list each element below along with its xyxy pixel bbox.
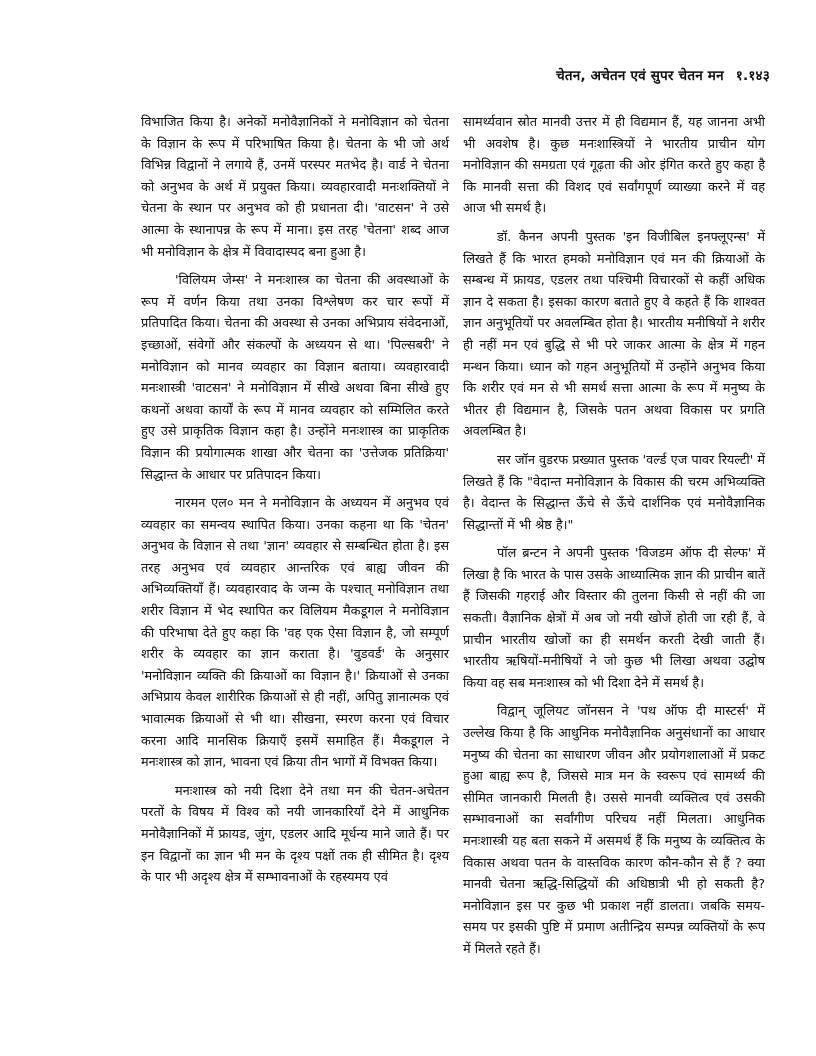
- paragraph: डॉ. कैनन अपनी पुस्तक 'इन विजीबिल इनफ्लूएन्स' में लिखते हैं कि भारत हमको मनोविज्ञान एवं मन की क्रियाओं के सम्बन्ध में फ्रायड, एडलर तथा पश्चिमी विचारकों से कहीं अधिक ज्ञान दे सकता है। इसका कारण बताते हुए वे कहते हैं कि शाश्वत ज्ञान अनुभूतियों पर अवलम्बित होता है। भारतीय मनीषियों ने शरीर ही नहीं मन एवं बुद्धि से भी परे जाकर आत्मा के क्षेत्र में गहन मन्थन किया। ध्यान को गहन अनुभूतियों में उन्होंने अनुभव किया कि शरीर एवं मन से भी समर्थ सत्ता आत्मा के रूप में मनुष्य के भीतर ही विद्यमान है, जिसके पतन अथवा विकास पर प्रगति अवलम्बित है।: [463, 229, 765, 440]
- paragraph: सामर्थ्यवान स्रोत मानवी उत्तर में ही विद्यमान हैं, यह जानना अभी भी अवशेष है। कुछ मनःशास्त्रियों ने भारतीय प्राचीन योग मनोविज्ञान की समग्रता एवं गूढ़ता की ओर इंगित करते हुए कहा है कि मानवी सत्ता की विशद एवं सर्वांगपूर्ण व्याख्या करने में वह आज भी समर्थ है।: [463, 115, 765, 217]
- right-column: [463, 112, 765, 968]
- paragraph: सर जॉन वुडरफ प्रख्यात पुस्तक 'वर्ल्ड एज पावर रियल्टी' में लिखते हैं कि "वेदान्त मनोविज्ञान के विकास की चरम अभिव्यक्ति है। वेदान्त के सिद्धान्त ऊँचे से ऊँचे दार्शनिक एवं मनोवैज्ञानिक सिद्धान्तों में भी श्रेष्ठ है।": [463, 452, 765, 533]
- paragraph: विभाजित किया है। अनेकों मनोवैज्ञानिकों ने मनोविज्ञान को चेतना के विज्ञान के रूप में परिभाषित किया है। चेतना के भी जो अर्थ विभिन्न विद्वानों ने लगाये हैं, उनमें परस्पर मतभेद है। वार्ड ने चेतना को अनुभव के अर्थ में प्रयुक्त किया। व्यवहारवादी मनःशक्तियों ने चेतना के स्थान पर अनुभव को ही प्रधानता दी। 'वाटसन' ने उसे आत्मा के स्थानापन्न के रूप में माना। इस तरह 'चेतना' शब्द आज भी मनोविज्ञान के क्षेत्र में विवादास्पद बना हुआ है।: [141, 115, 449, 260]
- paragraph: पॉल ब्रन्टन ने अपनी पुस्तक 'विजडम ऑफ दी सेल्फ' में लिखा है कि भारत के पास उसके आध्यात्मिक ज्ञान की प्राचीन बातें हैं जिसकी गहराई और विस्तार की तुलना किसी से नहीं की जा सकती। वैज्ञानिक क्षेत्रों में अब जो नयी खोजें होती जा रही हैं, वे प्राचीन भारतीय खोजों का ही समर्थन करती देखी जाती हैं। भारतीय ऋषियों-मनीषियों ने जो कुछ भी लिखा अथवा उद्घोष किया वह सब मनःशास्त्र को भी दिशा देने में समर्थ है।: [463, 546, 765, 691]
- paragraph: मनःशास्त्र को नयी दिशा देने तथा मन की चेतन-अचेतन परतों के विषय में विश्व को नयी जानकारियाँ देने में आधुनिक मनोवैज्ञानिकों में फ्रायड, जुंग, एडलर आदि मूर्धन्य माने जाते हैं। पर इन विद्वानों का ज्ञान भी मन के दृश्य पक्षों तक ही सीमित है। दृश्य के पार भी अदृश्य क्षेत्र में सम्भावनाओं के रहस्यमय एवं: [141, 783, 449, 886]
- page-number: १.१४३: [735, 68, 770, 84]
- paragraph: 'विलियम जेम्स' ने मनःशास्त्र का चेतना की अवस्थाओं के रूप में वर्णन किया तथा उनका विश्लेषण कर चार रूपों में प्रतिपादित किया। चेतना की अवस्था से उनका अभिप्राय संवेदनाओं, इच्छाओं, संवेगों और संकल्पों के अध्ययन से था। 'पिल्सबरी' ने मनोविज्ञान को मानव व्यवहार का विज्ञान बताया। व्यवहारवादी मनःशास्त्री 'वाटसन' ने मनोविज्ञान में सीखे अथवा बिना सीखे हुए कथनों अथवा कार्यों के रूप में मानव व्यवहार को सम्मिलित करते हुए उसे प्राकृतिक विज्ञान कहा है। उन्होंने मनःशास्त्र का प्राकृतिक विज्ञान की प्रयोगात्मक शाखा और चेतना का 'उत्तेजक प्रतिक्रिया' सिद्धान्त के आधार पर प्रतिपादन किया।: [141, 273, 449, 483]
- running-header: [556, 66, 770, 84]
- left-column: [141, 112, 449, 896]
- paragraph: नारमन एल० मन ने मनोविज्ञान के अध्ययन में अनुभव एवं व्यवहार का समन्वय स्थापित किया। उनका कहना था कि 'चेतन' अनुभव के विज्ञान से तथा 'ज्ञान' व्यवहार से सम्बन्धित होता है। इस तरह अनुभव एवं व्यवहार आन्तरिक एवं बाह्य जीवन की अभिव्यक्तियाँ हैं। व्यवहारवाद के जन्म के पश्चात् मनोविज्ञान तथा शरीर विज्ञान में भेद स्थापित कर विलियम मैकडूगल ने मनोविज्ञान की परिभाषा देते हुए कहा कि 'वह एक ऐसा विज्ञान है, जो सम्पूर्ण शरीर के व्यवहार का ज्ञान कराता है। 'वुडवर्ड' के अनुसार 'मनोविज्ञान व्यक्ति की क्रियाओं का विज्ञान है।' क्रियाओं से उनका अभिप्राय केवल शारीरिक क्रियाओं से ही नहीं, अपितु ज्ञानात्मक एवं भावात्मक क्रियाओं से भी था। सीखना, स्मरण करना एवं विचार करना आदि मानसिक क्रियाएँ इसमें समाहित हैं। मैकडूगल ने मनःशास्त्र को ज्ञान, भावना एवं क्रिया तीन भागों में विभक्त किया।: [141, 496, 449, 771]
- chapter-title: चेतन, अचेतन एवं सुपर चेतन मन: [556, 68, 724, 84]
- paragraph: विद्वान् जूलियट जॉनसन ने 'पथ ऑफ दी मास्टर्स' में उल्लेख किया है कि आधुनिक मनोवैज्ञानिक अनुसंधानों का आधार मनुष्य की चेतना का साधारण जीवन और प्रयोगशालाओं में प्रकट हुआ बाह्य रूप है, जिससे मात्र मन के स्वरूप एवं सामर्थ्य की सीमित जानकारी मिलती है। उससे मानवी व्यक्तित्व एवं उसकी सम्भावनाओं का सर्वांगीण परिचय नहीं मिलता। आधुनिक मनःशास्त्री यह बता सकने में असमर्थ हैं कि मनुष्य के व्यक्तित्व के विकास अथवा पतन के वास्तविक कारण कौन-कौन से हैं ? क्या मानवी चेतना ऋद्धि-सिद्धियों की अधिष्ठात्री भी हो सकती है? मनोविज्ञान इस पर कुछ भी प्रकाश नहीं डालता। जबकि समय-समय पर इसकी पुष्टि में प्रमाण अतीन्द्रिय सम्पन्न व्यक्तियों के रूप में मिलते रहते हैं।: [463, 704, 765, 957]
